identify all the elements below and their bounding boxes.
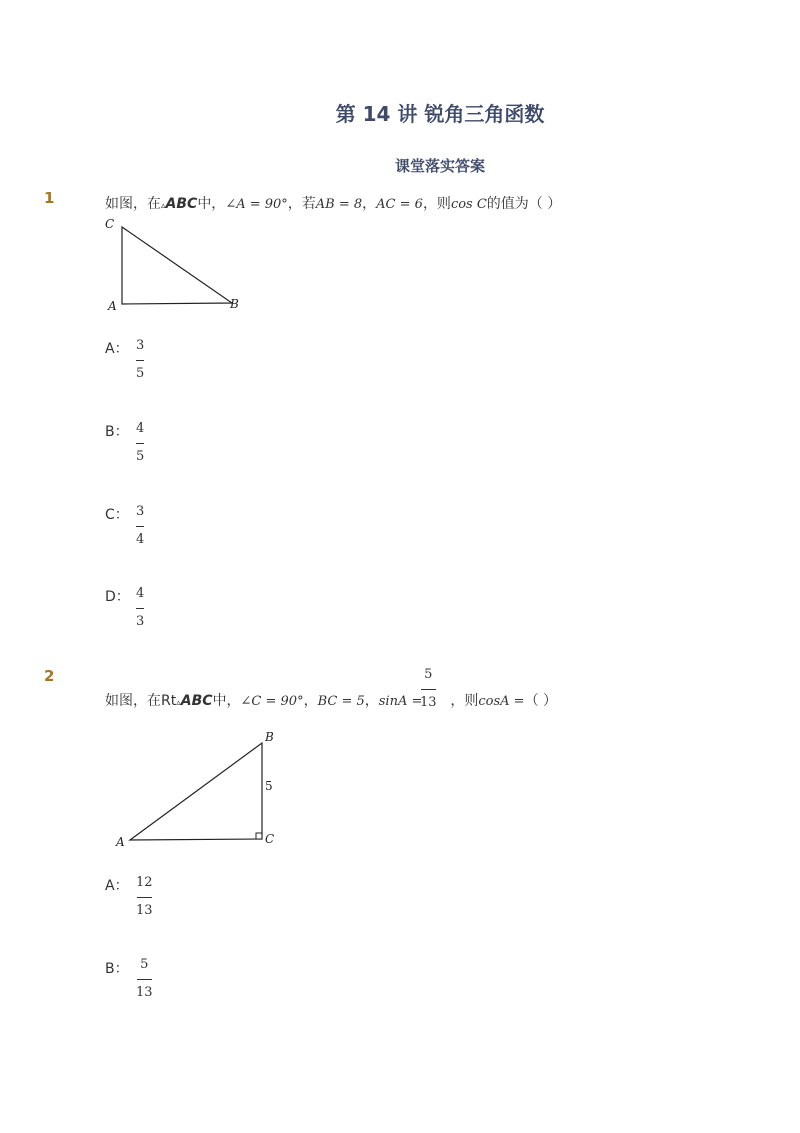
vertex-label: A — [108, 299, 117, 313]
side-length-label: 5 — [265, 779, 273, 793]
option-label: A： — [105, 878, 129, 894]
stem-text: 中， — [197, 196, 226, 212]
right-angle-marker — [256, 833, 262, 839]
side-ac-expression: AC = 6 — [376, 197, 423, 212]
option-label: D： — [105, 589, 130, 605]
fraction-bar — [421, 689, 436, 690]
question-stem — [105, 690, 557, 710]
vertex-label: C — [105, 217, 115, 231]
triangle-name: ABC — [165, 196, 198, 212]
stem-text: ， — [303, 693, 318, 709]
fraction-denominator: 4 — [136, 532, 145, 547]
stem-text: 如图，在 — [105, 196, 161, 212]
fraction-bar — [136, 360, 144, 361]
question-stem — [105, 193, 561, 213]
triangle-name: ABC — [180, 693, 213, 709]
triangle-symbol: ▵ — [161, 201, 166, 211]
stem-text: 的值为（ ） — [486, 196, 562, 212]
right-triangle-figure — [110, 727, 290, 852]
angle-expression: ∠A = 90° — [225, 197, 288, 212]
stem-text: ， — [362, 196, 377, 212]
fraction-numerator: 4 — [136, 421, 145, 436]
fraction-numerator: 5 — [424, 667, 433, 682]
question-number: 1 — [44, 189, 55, 207]
triangle-symbol: ▵ — [176, 698, 181, 708]
triangle-outline — [130, 743, 262, 840]
fraction-numerator: 3 — [136, 504, 145, 519]
cos-expression: cos C — [450, 197, 487, 212]
option-fraction — [136, 876, 153, 918]
fraction-bar — [136, 443, 144, 444]
sin-fraction — [420, 668, 437, 710]
fraction-denominator: 5 — [136, 366, 145, 381]
vertex-label: C — [265, 832, 275, 846]
fraction-bar — [137, 897, 152, 898]
stem-text: 如图，在Rt — [105, 693, 177, 709]
stem-text: ，若 — [287, 196, 316, 212]
cos-expression: cosA = — [478, 694, 525, 709]
triangle-figure — [100, 212, 260, 317]
question-number: 2 — [44, 667, 55, 685]
triangle-outline — [122, 227, 232, 304]
page-title: 第 14 讲 锐角三角函数 — [335, 102, 545, 126]
vertex-label: B — [265, 730, 274, 744]
fraction-denominator: 13 — [420, 695, 437, 710]
option-label: C： — [105, 507, 129, 523]
fraction-denominator: 13 — [136, 985, 153, 1000]
fraction-bar — [136, 608, 144, 609]
stem-text: 中， — [212, 693, 241, 709]
fraction-numerator: 5 — [140, 957, 149, 972]
option-label: A： — [105, 341, 129, 357]
page-subtitle: 课堂落实答案 — [394, 157, 485, 175]
option-fraction — [136, 958, 153, 1000]
stem-text: （ ） — [524, 693, 558, 709]
side-ab-expression: AB = 8 — [315, 197, 363, 212]
fraction-numerator: 4 — [136, 586, 145, 601]
fraction-numerator: 12 — [136, 875, 153, 890]
fraction-bar — [137, 979, 152, 980]
stem-text: ， — [364, 693, 379, 709]
vertex-label: B — [230, 297, 239, 311]
side-bc-expression: BC = 5 — [317, 694, 365, 709]
fraction-denominator: 13 — [136, 903, 153, 918]
vertex-label: A — [116, 835, 125, 849]
option-fraction — [136, 587, 144, 629]
option-fraction — [136, 505, 144, 547]
angle-expression: ∠C = 90° — [240, 694, 304, 709]
option-fraction — [136, 339, 144, 381]
option-fraction — [136, 422, 144, 464]
stem-text: ，则 — [450, 693, 479, 709]
option-label: B： — [105, 961, 129, 977]
fraction-numerator: 3 — [136, 338, 145, 353]
stem-text: ，则 — [422, 196, 451, 212]
fraction-denominator: 5 — [136, 449, 145, 464]
option-label: B： — [105, 424, 129, 440]
fraction-bar — [136, 526, 144, 527]
sin-expression: sinA = — [378, 694, 423, 709]
fraction-denominator: 3 — [136, 614, 145, 629]
